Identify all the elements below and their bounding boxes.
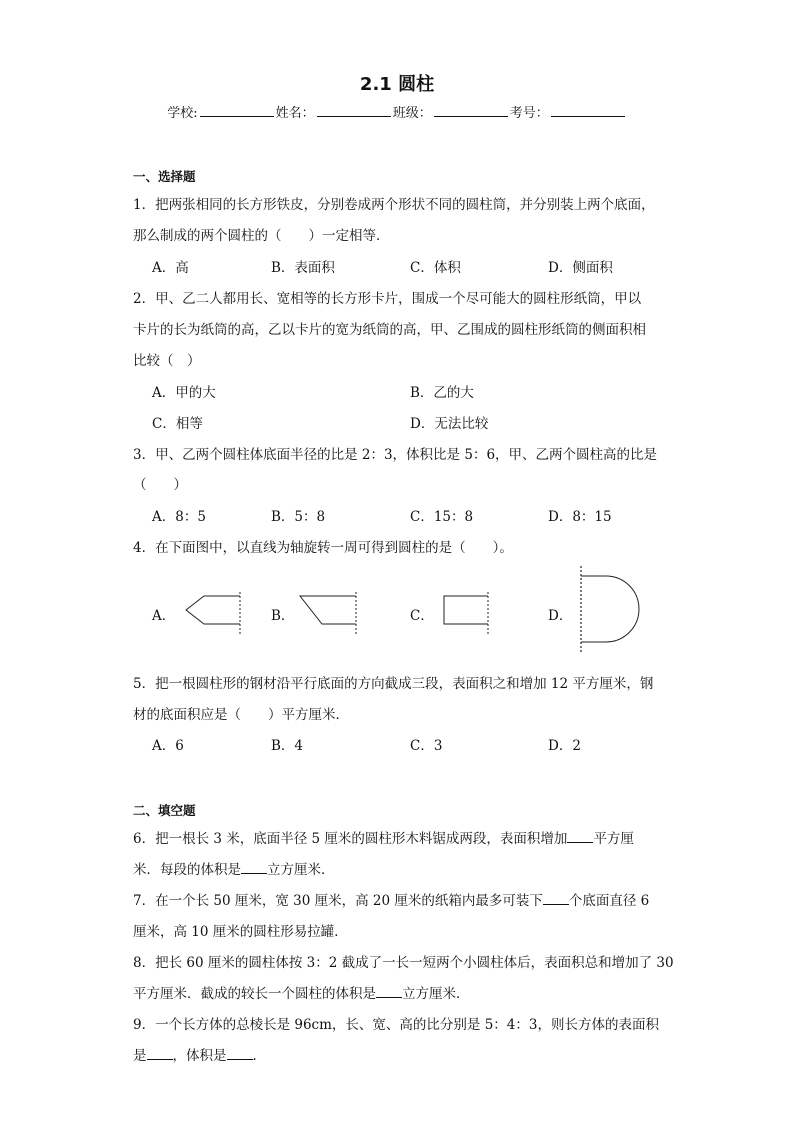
q1-option-d[interactable]: D．侧面积: [548, 260, 613, 276]
q2-option-b[interactable]: B．乙的大: [410, 385, 474, 401]
q4-figure-b: [296, 590, 366, 635]
q6-blank-2[interactable]: [241, 861, 267, 874]
q6-text-1: 6．把一根长 3 米，底面半径 5 厘米的圆柱形木料锯成两段，表面积增加: [133, 831, 568, 847]
q8-line1: 8．把长 60 厘米的圆柱体按 3：2 截成了一长一短两个小圆柱体后，表面积总和增加了 30: [133, 955, 674, 971]
class-label: 班级：: [392, 106, 432, 121]
q4-option-a[interactable]: A．: [152, 608, 176, 624]
name-blank[interactable]: [317, 104, 391, 117]
class-blank[interactable]: [434, 104, 508, 117]
q3-option-a[interactable]: A．8：5: [152, 509, 206, 525]
q7-text-1: 7．在一个长 50 厘米，宽 30 厘米，高 20 厘米的纸箱内最多可装下: [133, 893, 543, 909]
q5-line1: 5．把一根圆柱形的钢材沿平行底面的方向截成三段，表面积之和增加 12 平方厘米，钢: [133, 676, 654, 692]
q7-line2: 厘米，高 10 厘米的圆柱形易拉罐．: [133, 924, 348, 940]
q4-option-c[interactable]: C．: [410, 608, 434, 624]
q4-figure-a: [180, 590, 250, 635]
q5-line2: 材的底面积应是（ ）平方厘米．: [133, 707, 349, 723]
section-fill-heading: 二、填空题: [133, 803, 196, 818]
q1-line1: 1．把两张相同的长方形铁皮，分别卷成两个形状不同的圆柱筒，并分别装上两个底面，: [133, 197, 655, 213]
q3-option-d[interactable]: D．8：15: [548, 509, 612, 525]
q4-option-b[interactable]: B．: [271, 608, 295, 624]
q6-text-4: 立方厘米．: [267, 862, 335, 878]
q6-text-3: 米．每段的体积是: [133, 862, 241, 878]
q6-line1: [133, 827, 634, 847]
q7-line1: [133, 889, 649, 909]
q8-text-2: 立方厘米．: [402, 986, 470, 1002]
q4-option-d[interactable]: D．: [548, 608, 573, 624]
q4-figure-d: [576, 566, 656, 656]
q9-text-3: ．: [252, 1048, 266, 1064]
q4-line1: 4．在下面图中，以直线为轴旋转一周可得到圆柱的是（ ）。: [133, 540, 513, 556]
section-choice-heading: 一、选择题: [133, 169, 196, 184]
q2-line1: 2．甲、乙二人都用长、宽相等的长方形卡片，围成一个尽可能大的圆柱形纸筒，甲以: [133, 291, 642, 307]
q9-text-2: ，体积是: [172, 1048, 227, 1064]
q6-line2: [133, 858, 335, 878]
q2-line3: 比较（ ）: [133, 353, 201, 369]
q8-blank-1[interactable]: [376, 985, 402, 998]
q7-blank-1[interactable]: [543, 892, 569, 905]
q1-option-a[interactable]: A．高: [152, 260, 189, 276]
school-blank[interactable]: [200, 104, 274, 117]
page-title: 2.1 圆柱: [359, 74, 435, 95]
q8-text-1: 平方厘米．截成的较长一个圆柱的体积是: [133, 986, 376, 1002]
q1-option-c[interactable]: C．体积: [410, 260, 461, 276]
q5-option-a[interactable]: A．6: [152, 738, 184, 754]
q2-option-a[interactable]: A．甲的大: [152, 385, 216, 401]
q9-line2: [133, 1044, 266, 1064]
name-label: 姓名：: [275, 106, 315, 121]
q5-option-c[interactable]: C．3: [410, 738, 443, 754]
q4-figure-c: [440, 590, 500, 635]
q3-line2: （ ）: [133, 477, 187, 493]
q3-line1: 3．甲、乙两个圆柱体底面半径的比是 2：3，体积比是 5：6，甲、乙两个圆柱高的比是: [133, 447, 658, 463]
q2-option-c[interactable]: C．相等: [152, 416, 203, 432]
q9-line1: 9．一个长方体的总棱长是 96cm，长、宽、高的比分别是 5：4：3，则长方体的表面积: [133, 1017, 659, 1033]
q9-blank-1[interactable]: [147, 1047, 173, 1060]
q2-line2: 卡片的长为纸筒的高，乙以卡片的宽为纸筒的高，甲、乙围成的圆柱形纸筒的侧面积相: [133, 322, 646, 338]
q3-option-b[interactable]: B．5：8: [271, 509, 326, 525]
q9-text-1: 是: [133, 1048, 147, 1064]
school-label: 学校:: [167, 106, 198, 121]
exam-no-blank[interactable]: [551, 104, 625, 117]
q7-text-2: 个底面直径 6: [568, 893, 650, 909]
q8-line2: [133, 982, 470, 1002]
exam-no-label: 考号：: [509, 106, 549, 121]
q2-option-d[interactable]: D．无法比较: [410, 416, 489, 432]
q6-blank-1[interactable]: [567, 830, 593, 843]
student-info-row: [0, 102, 794, 121]
q5-option-b[interactable]: B．4: [271, 738, 304, 754]
q5-option-d[interactable]: D．2: [548, 738, 581, 754]
q9-blank-2[interactable]: [227, 1047, 253, 1060]
q1-option-b[interactable]: B．表面积: [271, 260, 335, 276]
q6-text-2: 平方厘: [593, 831, 634, 847]
q3-option-c[interactable]: C．15：8: [410, 509, 474, 525]
q1-line2: 那么制成的两个圆柱的（ ）一定相等．: [133, 228, 390, 244]
